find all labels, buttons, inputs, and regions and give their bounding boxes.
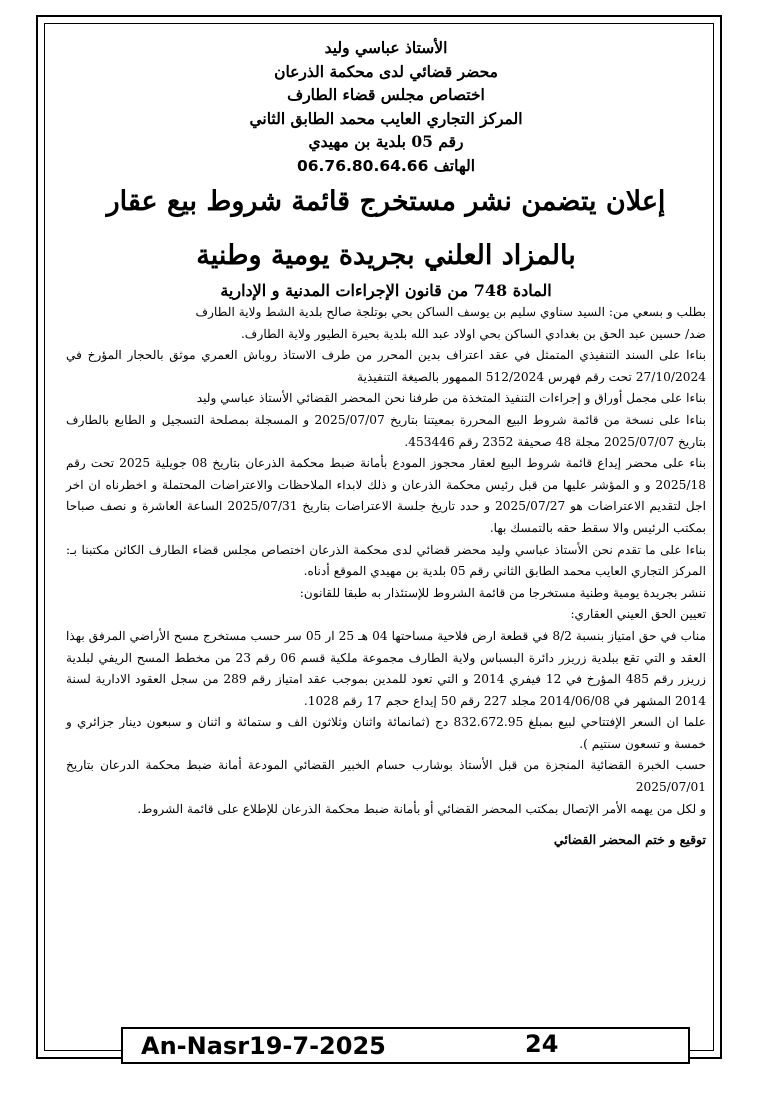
body-paragraph: تعيين الحق العيني العقاري:	[570, 607, 706, 622]
body-paragraph: علما ان السعر الإفتتاحي لبيع بمبلغ 832.672.95 دج (ثمانمائة واثنان وثلاثون الف و ستمائة و اثنان و سبعون دينار جزائري و خمسة و تسعون سنتيم ).	[66, 715, 706, 751]
signature-line: توقيع و ختم المحضر القضائي	[553, 832, 706, 848]
notice-title-line2: بالمزاد العلني بجريدة يومية وطنية	[196, 240, 576, 271]
header-line: محضر قضائي لدى محكمة الذرعان	[274, 61, 498, 81]
phone-label: الهاتف	[433, 155, 476, 175]
phone-number: 06.76.80.64.66	[296, 156, 429, 175]
bailiff-header	[66, 36, 706, 178]
page-number: 24	[525, 1030, 559, 1058]
header-line: المركز التجاري العايب محمد الطابق الثاني	[249, 108, 523, 128]
body-paragraph: بناء على محضر إيداع قائمة شروط البيع لعقار محجوز المودع بأمانة ضبط محكمة الذرعان بتاريخ 08 جويلية 2025 تحت رقم 2025/18 و و المؤشر عليها من قبل رئيس محكمة الذرعان و ذلك لابداء الملاحظات والاعتراضات المحتملة و اخطرناه ان اخر اجل لتقديم الاعتراضات هو 2025/07/27 و حدد تاريخ جلسة الاعتراضات بتاريخ 2025/07/31 الساعة العاشرة و نصف صباحا بمكتب الرئيس والا سقط حقه بالتمسك بها.	[66, 456, 706, 535]
body-paragraph: مناب في حق امتياز بنسبة 8/2 في قطعة ارض فلاحية مساحتها 04 هـ 25 ار 05 سر حسب مستخرج مسح الأراضي المرفق بهذا العقد و التي تقع ببلدية زريزر دائرة البسباس ولاية الطارف مجموعة ملكية قسم 06 رقم 23 من مخطط المسح الريفي لبلدية زريزر رقم 485 المؤرخ في 12 فيفري 2014 و التي تعود للمدين بموجب عقد امتياز رقم 289 من سجل العقود الادارية لسنة 2014 المشهر في 2014/06/08 مجلد 227 رقم 50 إيداع حجم 17 رقم 1028.	[66, 628, 706, 708]
notice-title-line1: إعلان يتضمن نشر مستخرج قائمة شروط بيع عقار	[106, 186, 666, 217]
body-paragraph: بناءا على مجمل أوراق و إجراءات التنفيذ المتخذة من طرفنا نحن المحضر القضائي الأستاذ عباسي وليد	[196, 391, 706, 406]
article-reference: المادة 748 من قانون الإجراءات المدنية و الإدارية	[220, 281, 552, 300]
body-paragraph: حسب الخبرة القضائية المنجزة من قبل الأستاذ بوشارب حسام الخبير القضائي المودعة أمانة ضبط محكمة الدرعان بتاريخ 2025/07/01	[66, 758, 706, 795]
notice-content	[66, 36, 706, 847]
header-line: الأستاذ عباسي وليد	[324, 38, 448, 57]
body-paragraph: ضد/ حسين عبد الحق بن بغدادي الساكن بحي اولاد عبد الله بلدية بحيرة الطيور ولاية الطارف.	[240, 326, 706, 341]
header-line: رقم 05 بلدية بن مهيدي	[308, 132, 464, 151]
page-footer	[121, 1027, 690, 1064]
body-paragraph: و لكل من يهمه الأمر الإتصال بمكتب المحضر القضائي أو بأمانة ضبط محكمة الذرعان للإطلاع على قائمة الشروط.	[137, 801, 706, 816]
body-paragraph: بطلب و بسعي من: السيد سناوي سليم بن يوسف الساكن بحي بوتلجة صالح بلدية الشط ولاية الطارف	[195, 305, 706, 319]
body-paragraph: بناءا على السند التنفيذي المتمثل في عقد اعتراف بدين المحرر من طرف الاستاذ روباش العمري موثق بالحجار المؤرخ في 27/10/2024 تحت رقم فهرس 512/2024 الممهور بالصيغة التنفيذية	[66, 348, 706, 384]
phone-line	[66, 154, 706, 179]
notice-body	[66, 302, 706, 820]
body-paragraph: ننشر بجريدة يومية وطنية مستخرجا من قائمة الشروط للإستئذار به طبقا للقانون:	[299, 585, 706, 600]
body-paragraph: بناءا على نسخة من قائمة شروط البيع المحررة بمعيتنا بتاريخ 2025/07/07 و المسجلة بمصلحة التسجيل و الطابع بالطارف بتاريخ 2025/07/07 مجلة 48 صحيفة 2352 رقم 453446.	[66, 412, 707, 449]
body-paragraph: بناءا على ما تقدم نحن الأستاذ عباسي وليد محضر قضائي لدى محكمة الذرعان اختصاص مجلس قضاء الطارف الكائن مكتبنا بـ: المركز التجاري العايب محمد الطابق الثاني رقم 05 بلدية بن مهيدي الموقع أدناه.	[66, 542, 706, 579]
publication-date: An-Nasr19-7-2025	[141, 1032, 386, 1060]
header-line: اختصاص مجلس قضاء الطارف	[287, 85, 485, 104]
